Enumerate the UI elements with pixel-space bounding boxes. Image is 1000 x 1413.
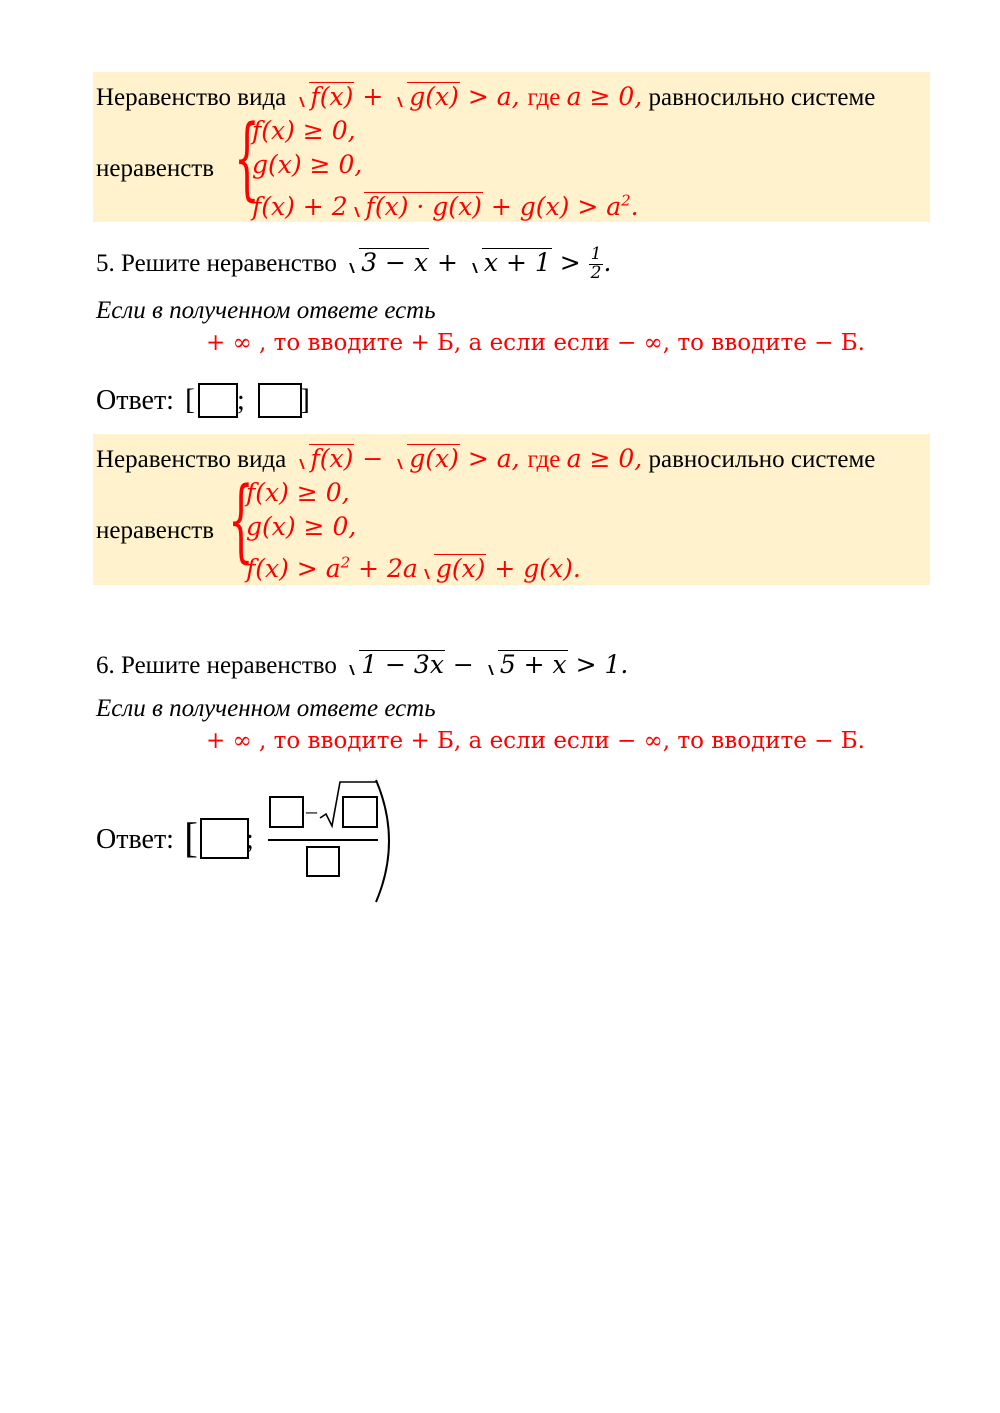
task5-answer-left-input[interactable] [198, 383, 238, 418]
task5-plus: + [437, 247, 458, 277]
theory1-plus: + [362, 82, 384, 111]
theory2-tail: > a, [467, 444, 520, 473]
theory1-word: неравенств [96, 155, 215, 182]
task6-numerator-a-input[interactable] [269, 796, 304, 828]
task6-statement [96, 650, 628, 678]
theory2-word: неравенств [96, 517, 215, 544]
task6-sqrt2: 5 + x [499, 650, 567, 679]
task5-sqrt2: x + 1 [483, 247, 551, 277]
task5-statement [96, 246, 611, 283]
task6-minus: − [452, 650, 474, 679]
theory1-where: где [527, 84, 561, 111]
theory2-line3-c: + g(x). [494, 554, 581, 583]
task5-hint: Если в полученном ответе есть [96, 297, 436, 324]
task6-separator: ; [246, 824, 254, 855]
task5-sqrt1: 3 − x [361, 247, 429, 277]
task5-gt: > [559, 247, 581, 277]
theory2-line1: f(x) ≥ 0, [246, 478, 350, 507]
theory2-line3-sqrt: g(x) [435, 554, 486, 583]
task6-tail: > 1. [575, 650, 629, 679]
task6-answer-left-input[interactable] [200, 818, 249, 859]
task5-bracket-close: ] [300, 383, 310, 416]
theory2-line3-b: + 2a [358, 554, 418, 583]
theory2-condition: a ≥ 0, [566, 444, 643, 473]
task5-bracket-open: [ [185, 383, 195, 416]
task6-sqrt1: 1 − 3x [361, 650, 444, 679]
theory2-prefix: Неравенство вида [96, 446, 287, 473]
theory2-sqrt-f: f(x) [310, 444, 354, 473]
task5-label: 5. Решите неравенство [96, 249, 337, 277]
task5-frac-num: 1 [590, 244, 602, 264]
theory1-line3-exp: 2 [621, 191, 631, 210]
task5-rule: + ∞ , то вводите + Б, а если если − ∞, то вводите − Б. [206, 330, 865, 356]
task5-fraction [589, 246, 604, 283]
theory1-line3-a: f(x) + 2 [252, 192, 348, 221]
theory1-line2: g(x) ≥ 0, [252, 150, 363, 179]
theory1-prefix: Неравенство вида [96, 84, 287, 111]
task6-denominator-input[interactable] [306, 846, 340, 877]
task6-frac-minus: – [306, 798, 317, 823]
theory2-suffix: равносильно системе [648, 446, 876, 473]
task6-fraction-bar [268, 839, 378, 841]
theory2-minus: − [362, 444, 384, 473]
theory1-condition: a ≥ 0, [566, 82, 643, 111]
task6-answer-label: Ответ: [96, 824, 174, 855]
theory2-line3-exp: 2 [340, 553, 351, 572]
theory1-line3-b: + g(x) > a [490, 192, 622, 221]
theory2-line3-a: f(x) > a [246, 554, 341, 583]
task6-rule: + ∞ , то вводите + Б, а если если − ∞, то вводите − Б. [206, 728, 865, 754]
task5-answer-right-input[interactable] [258, 383, 302, 418]
task6-paren-close-icon [372, 776, 402, 906]
task6-bracket-open: [ [184, 816, 198, 862]
theory1-statement [96, 82, 875, 110]
task6-hint: Если в полученном ответе есть [96, 695, 436, 722]
task5-separator: ; [237, 385, 245, 416]
theory2-line3 [246, 554, 581, 581]
task6-label: 6. Решите неравенство [96, 652, 337, 679]
task5-frac-den: 2 [590, 262, 602, 283]
task5-end: . [603, 247, 612, 277]
theory1-line3-sqrt: f(x) · g(x) [365, 192, 482, 221]
theory1-line1: f(x) ≥ 0, [252, 116, 356, 145]
theory2-sqrt-g: g(x) [409, 444, 459, 473]
theory2-line2: g(x) ≥ 0, [246, 512, 357, 541]
theory1-line3 [252, 192, 639, 219]
theory2-where: где [527, 446, 561, 473]
theory2-system-brace: { [228, 468, 254, 573]
task5-answer-label: Ответ: [96, 385, 174, 416]
theory1-system-brace: { [234, 106, 260, 211]
theory1-suffix: равносильно системе [648, 84, 876, 111]
theory1-tail: > a, [467, 82, 520, 111]
theory1-sqrt-g: g(x) [409, 82, 459, 111]
theory1-sqrt-f: f(x) [310, 82, 354, 111]
theory1-line3-end: . [630, 192, 639, 221]
theory2-statement [96, 444, 875, 472]
